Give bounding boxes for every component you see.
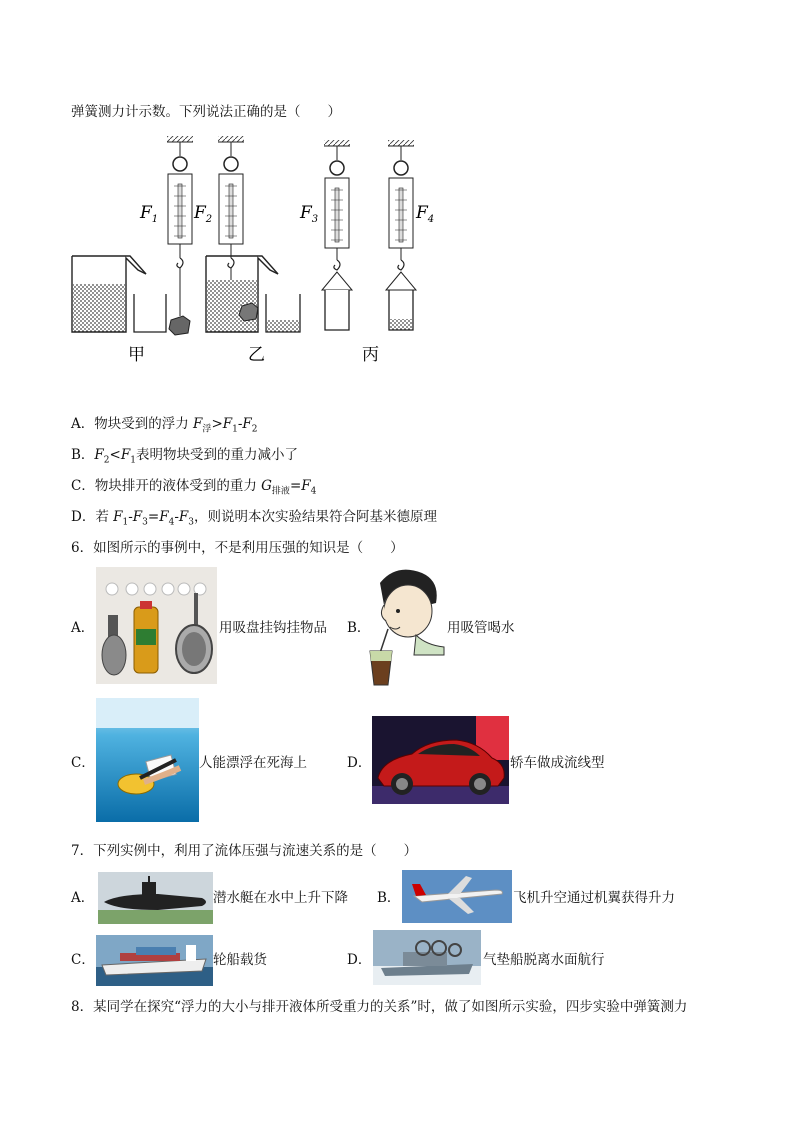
force-label-f2: $F_2$ — [194, 203, 213, 225]
q5-option-b[interactable]: B．$F_2<F_1$表明物块受到的重力减小了 — [71, 447, 298, 466]
airplane-photo — [402, 870, 512, 923]
experiment-diagram — [70, 134, 450, 370]
spring-scale-4 — [386, 146, 416, 330]
q7-option-a-letter[interactable]: A． — [71, 890, 95, 906]
spring-scale-experiment-figure — [70, 134, 450, 370]
q7-option-d-text: 气垫船脱离水面航行 — [483, 952, 605, 968]
q5-option-d[interactable]: D．若 $F_1-F_3=F_4-F_3$，则说明本次实验结果符合阿基米德原理 — [71, 509, 437, 528]
q6-option-a-letter[interactable]: A． — [71, 620, 95, 636]
q5-intro: 弹簧测力计示数。下列说法正确的是（ ） — [71, 104, 341, 120]
q6-option-c-letter[interactable]: C． — [71, 755, 95, 771]
q6-option-a-text: 用吸盘挂钩挂物品 — [219, 620, 327, 636]
panel-label-yi: 乙 — [248, 345, 265, 365]
q7-option-b-letter[interactable]: B． — [377, 890, 401, 906]
q5-option-c[interactable]: C．物块排开的液体受到的重力 $G_{排液}=F_4$ — [71, 478, 317, 497]
sports-car-photo — [372, 716, 509, 804]
spring-scale-1 — [168, 142, 192, 335]
spring-scale-3 — [322, 146, 352, 330]
q6-option-d-letter[interactable]: D． — [347, 755, 372, 771]
q5-option-a[interactable]: A．物块受到的浮力 $F_浮>F_1-F_2$ — [71, 416, 258, 435]
force-label-f1: $F_1$ — [140, 203, 159, 225]
panel-label-bing: 丙 — [362, 345, 379, 365]
q8-stem: 8．某同学在探究“浮力的大小与排开液体所受重力的关系”时，做了如图所示实验，四步实验中弹簧测力 — [71, 999, 688, 1015]
q7-option-a-text: 潜水艇在水中上升下降 — [213, 890, 348, 906]
q6-option-c-text: 人能漂浮在死海上 — [199, 755, 307, 771]
boy-straw-drawing — [366, 565, 447, 687]
q7-option-d-letter[interactable]: D． — [347, 952, 372, 968]
force-label-f3: $F_3$ — [300, 203, 319, 225]
panel-label-jia: 甲 — [128, 345, 145, 365]
q7-stem: 7．下列实例中，利用了流体压强与流速关系的是（ ） — [71, 843, 418, 859]
force-label-f4: $F_4$ — [416, 203, 435, 225]
q6-option-d-text: 轿车做成流线型 — [510, 755, 605, 771]
q6-option-b-letter[interactable]: B． — [347, 620, 371, 636]
ceiling-mounts — [167, 136, 414, 146]
suction-hook-photo — [96, 567, 217, 684]
cargo-ship-photo — [96, 935, 213, 986]
q7-option-b-text: 飞机升空通过机翼获得升力 — [513, 890, 675, 906]
q7-option-c-text: 轮船载货 — [213, 952, 267, 968]
spring-scale-2 — [219, 142, 243, 304]
q6-option-b-text: 用吸管喝水 — [447, 620, 515, 636]
dead-sea-float-photo — [96, 698, 199, 822]
submarine-photo — [98, 872, 213, 924]
overflow-beaker-jia — [72, 256, 166, 332]
q6-stem: 6．如图所示的事例中，不是利用压强的知识是（ ） — [71, 540, 404, 556]
overflow-beaker-yi — [206, 256, 300, 332]
hovercraft-photo — [373, 930, 481, 985]
q7-option-c-letter[interactable]: C． — [71, 952, 95, 968]
